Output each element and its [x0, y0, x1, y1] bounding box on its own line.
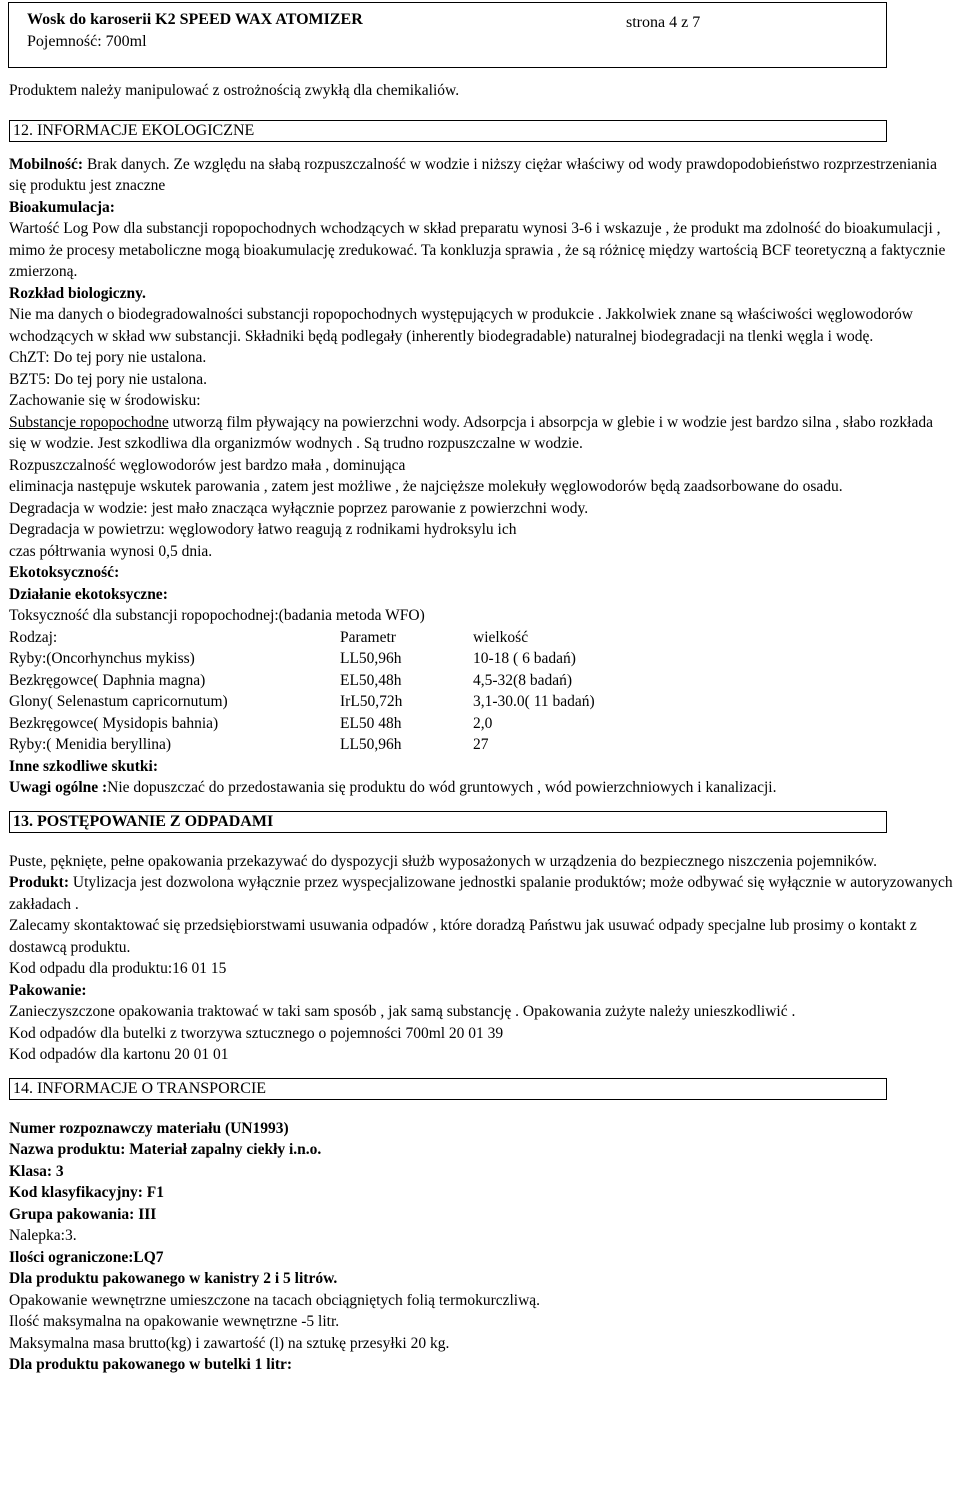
ecotoxicity-label: Ekotoksyczność: — [9, 564, 120, 581]
substances-underlined: Substancje ropopochodne — [9, 413, 169, 431]
limited-quantities: Ilości ograniczone:LQ7 — [9, 1248, 164, 1266]
table-header-row — [9, 627, 673, 649]
table-row — [9, 734, 673, 756]
biodegradation-label: Rozkład biologiczny. — [9, 284, 146, 302]
mobility-text: Brak danych. Ze względu na słabą rozpuszczalność w wodzie i niższy ciężar właściwy od wody prawdopodobieństwo rozprzestrzeniania się produktu jest znaczne — [9, 155, 937, 194]
un-number: Numer rozpoznawczy materiału (UN1993) — [9, 1119, 289, 1137]
max-quantity-text: Ilość maksymalna na opakowanie wewnętrzne -5 litr. — [9, 1313, 340, 1330]
air-degradation-text: Degradacja w powietrzu: węglowodory łatwo reagują z rodnikami hydroksylu ich — [9, 521, 517, 538]
bioaccumulation-label: Bioakumulacja: — [9, 198, 115, 216]
bottle-heading: Dla produktu pakowanego w butelki 1 litr: — [9, 1356, 293, 1373]
bzt-text: BZT5: Do tej pory nie ustalona. — [9, 370, 208, 388]
table-cell: EL50,48h — [340, 671, 402, 689]
table-cell: 2,0 — [473, 714, 493, 732]
section-12-title: 12. INFORMACJE EKOLOGICZNE — [9, 120, 887, 142]
section-13-title: 13. POSTĘPOWANIE Z ODPADAMI — [9, 811, 887, 833]
inner-packaging-text: Opakowanie wewnętrzne umieszczone na tacach obciągniętych folią termokurczliwą. — [9, 1291, 541, 1309]
table-cell: 27 — [473, 736, 489, 753]
table-cell: Ryby:(Oncorhynchus mykiss) — [9, 650, 195, 667]
section-14-title: 14. INFORMACJE O TRANSPORCIE — [9, 1078, 887, 1100]
product-disposal-label: Produkt: — [9, 874, 70, 891]
bioaccumulation-text: Wartość Log Pow dla substancji ropopochodnych wchodzących w skład preparatu wynosi 3-6 i wskazuje , że produkt ma zdolność do bioakumulacji , mimo że procesy metaboliczne mogą bioakumulację zredukować. Ta konkluzja sprawia , że są różnicę między wartością BCF teoretyczną a faktycznie zmierzoną. — [9, 220, 946, 280]
substances-text: utworzą film pływający na powierzchni wody. Adsorpcja i absorpcja w glebie i w wodzie jest bardzo silna , słabo rozkłada się w wodzie. Jest szkodliwa dla organizmów wodnych . Są trudno rozpuszczalne w wodzie. — [9, 413, 933, 452]
half-life-text: czas półtrwania wynosi 0,5 dnia. — [9, 542, 213, 560]
document-body — [9, 80, 954, 1376]
table-cell: IrL50,72h — [340, 693, 403, 710]
carton-waste-code: Kod odpadów dla kartonu 20 01 01 — [9, 1046, 229, 1063]
transport-class: Klasa: 3 — [9, 1162, 64, 1180]
intro-text: Produktem należy manipulować z ostrożnością zwykłą dla chemikaliów. — [9, 82, 460, 99]
page-number: strona 4 z 7 — [626, 14, 701, 31]
max-mass-text: Maksymalna masa brutto(kg) i zawartość (l) na sztukę przesyłki 20 kg. — [9, 1334, 450, 1352]
general-remarks-text: Nie dopuszczać do przedostawania się produktu do wód gruntowych , wód powierzchniowych i kanalizacji. — [107, 779, 777, 796]
table-cell: Ryby:( Menidia beryllina) — [9, 736, 172, 753]
recommendation-text: Zalecamy skontaktować się przedsiębiorstwami usuwania odpadów , które doradzą Państwu jak usuwać odpady specjalne lub prosimy o kontakt z dostawcą produktu. — [9, 917, 917, 956]
transport-product-name: Nazwa produktu: Materiał zapalny ciekły i.n.o. — [9, 1141, 322, 1158]
ecotoxic-effect-label: Działanie ekotoksyczne: — [9, 585, 168, 603]
packaging-text: Zanieczyszczone opakowania traktować w taki sam sposób , jak samą substancję . Opakowania zużyte należy unieszkodliwić . — [9, 1003, 796, 1020]
table-header-cell: wielkość — [473, 628, 529, 646]
toxicity-table — [9, 627, 673, 756]
mobility-paragraph — [9, 154, 954, 197]
elimination-text: eliminacja następuje wskutek parowania , zatem jest możliwe , że najcięższe molekuły węglowodorów będą zaadsorbowane do osadu. — [9, 478, 843, 495]
mobility-label: Mobilność: — [9, 155, 84, 173]
packing-group: Grupa pakowania: III — [9, 1205, 157, 1223]
classification-code: Kod klasyfikacyjny: F1 — [9, 1184, 165, 1201]
table-cell: Glony( Selenastum capricornutum) — [9, 693, 228, 710]
canister-heading: Dla produktu pakowanego w kanistry 2 i 5 litrów. — [9, 1270, 338, 1287]
table-row — [9, 670, 673, 692]
general-remarks-paragraph — [9, 777, 954, 799]
table-row — [9, 648, 673, 670]
chzt-text: ChZT: Do tej pory nie ustalona. — [9, 349, 207, 366]
solubility-text: Rozpuszczalność węglowodorów jest bardzo mała , dominująca — [9, 456, 406, 474]
document-header — [8, 2, 887, 68]
table-row — [9, 713, 673, 735]
packaging-label: Pakowanie: — [9, 981, 87, 999]
label-number: Nalepka:3. — [9, 1227, 77, 1244]
waste-packaging-text: Puste, pęknięte, pełne opakowania przekazywać do dyspozycji służb wyposażonych w urządzenia do bezpiecznego niszczenia pojemników. — [9, 852, 877, 870]
toxicity-intro: Toksyczność dla substancji ropopochodnej:(badania metoda WFO) — [9, 607, 425, 624]
product-disposal-text: Utylizacja jest dozwolona wyłącznie przez wyspecjalizowane jednostki spalanie produktów; może odbywać się wyłącznie w autoryzowanych zakładach . — [9, 874, 953, 913]
water-degradation-text: Degradacja w wodzie: jest mało znacząca wyłącznie poprzez parowanie z powierzchni wody. — [9, 499, 589, 517]
general-remarks-label: Uwagi ogólne : — [9, 779, 108, 796]
table-cell: EL50 48h — [340, 714, 402, 732]
product-disposal-paragraph — [9, 872, 954, 915]
biodegradation-text: Nie ma danych o biodegradowalności substancji ropopochodnych występujących w produkcie . Jakkolwiek znane są właściwości węglowodorów wchodzących w skład ww substancji. Składniki będą podlegały (inherently biodegradable) naturalnej biodegradacji na tlenki węgla i wodę. — [9, 306, 913, 345]
product-title: Wosk do karoserii K2 SPEED WAX ATOMIZER — [27, 11, 363, 28]
table-cell: LL50,96h — [340, 650, 402, 667]
table-cell: 10-18 ( 6 badań) — [473, 650, 576, 667]
table-cell: Bezkręgowce( Mysidopis bahnia) — [9, 714, 219, 732]
bottle-waste-code: Kod odpadów dla butelki z tworzywa sztucznego o pojemności 700ml 20 01 39 — [9, 1024, 504, 1042]
table-header-cell: Rodzaj: — [9, 628, 58, 646]
table-cell: LL50,96h — [340, 736, 402, 753]
table-cell: Bezkręgowce( Daphnia magna) — [9, 671, 206, 689]
product-capacity: Pojemność: 700ml — [27, 32, 147, 50]
substances-paragraph — [9, 412, 954, 455]
table-cell: 3,1-30.0( 11 badań) — [473, 693, 595, 710]
environment-behaviour-label: Zachowanie się w środowisku: — [9, 392, 201, 409]
table-row — [9, 691, 673, 713]
other-effects-label: Inne szkodliwe skutki: — [9, 757, 159, 775]
table-cell: 4,5-32(8 badań) — [473, 671, 572, 689]
table-header-cell: Parametr — [340, 628, 396, 646]
waste-code-text: Kod odpadu dla produktu:16 01 15 — [9, 960, 227, 977]
